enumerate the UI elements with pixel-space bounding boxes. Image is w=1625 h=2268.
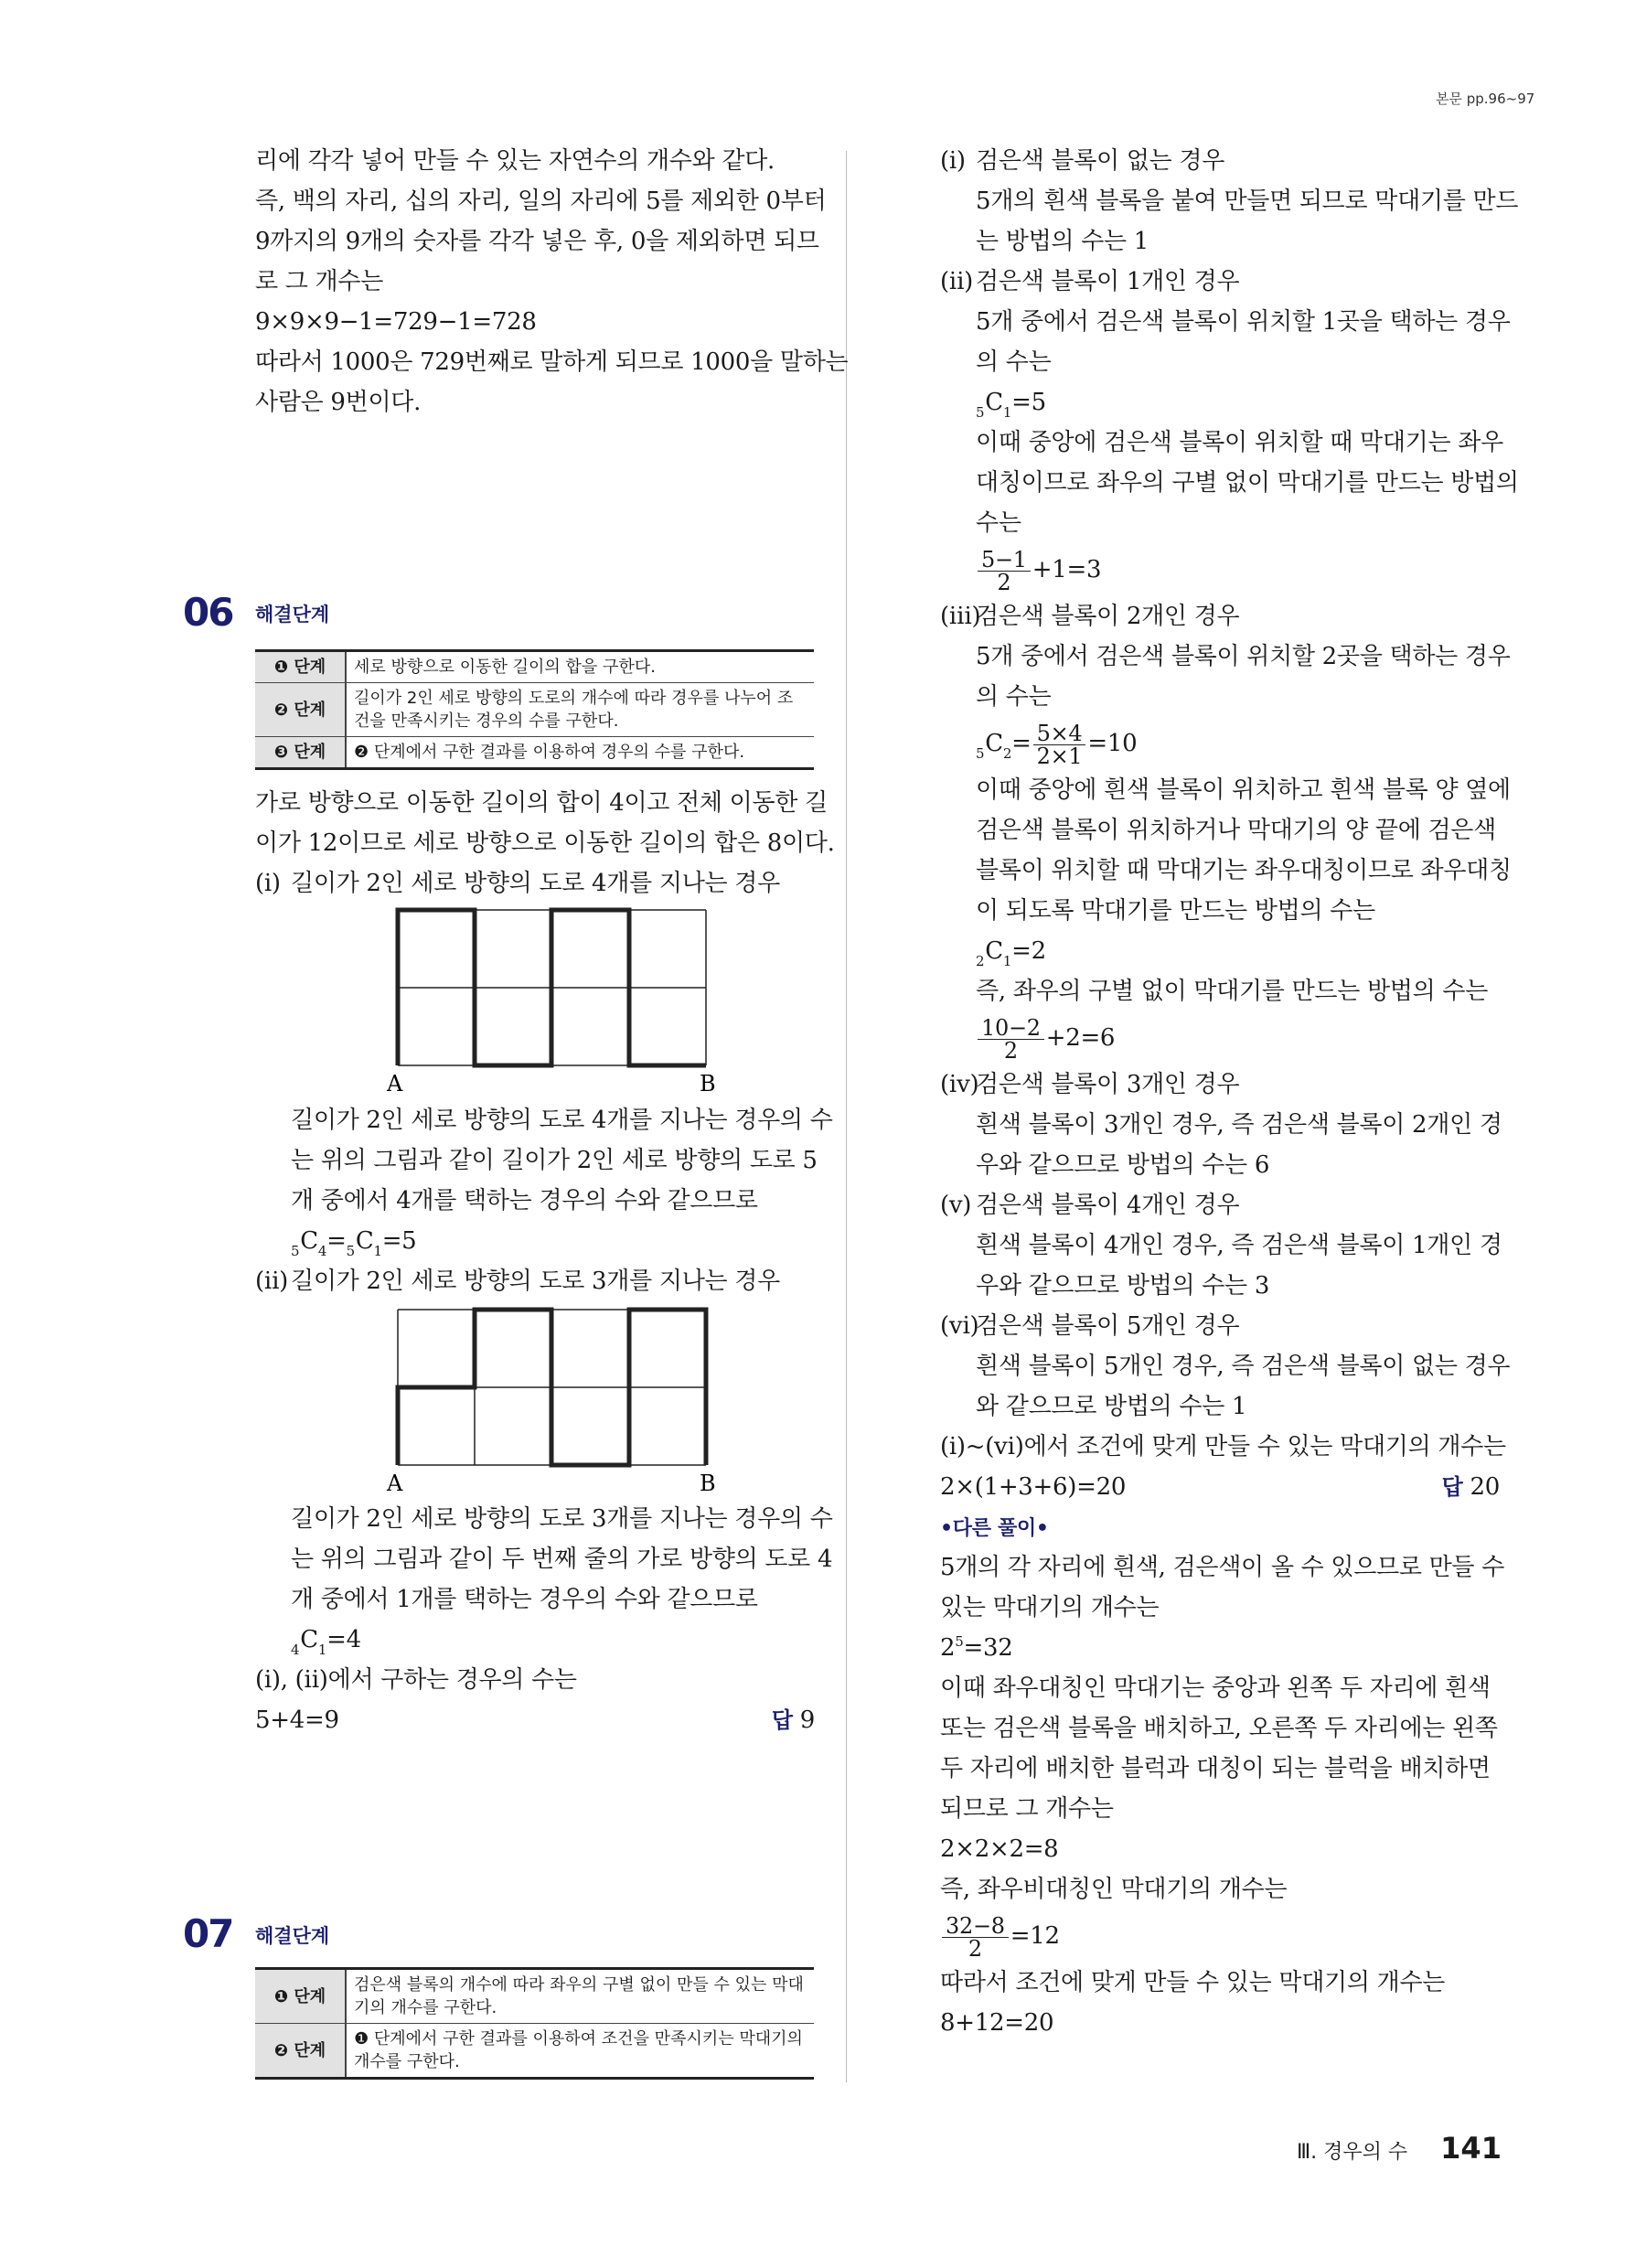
math-index: 1: [373, 1243, 382, 1259]
step-label: ❶ 단계: [255, 1969, 346, 2024]
text-line: [940, 1145, 1500, 1185]
text-line: [940, 302, 1511, 342]
text-line: [940, 1386, 1500, 1427]
line-text: 이때 좌우대칭인 막대기는 중앙과 왼쪽 두 자리에 흰색: [940, 1674, 1491, 1702]
text-line: [940, 931, 1500, 971]
denominator: 2: [968, 1935, 982, 1962]
line-text: 흰색 블록이 3개인 경우, 즉 검은색 블록이 2개인 경: [976, 1111, 1502, 1139]
math-text: =4: [326, 1626, 361, 1653]
problem-06-steps-table: [255, 649, 814, 770]
text-line: [940, 850, 1512, 891]
text-line: [940, 1963, 1500, 2003]
line-text: 이때 중앙에 흰색 블록이 위치하고 흰색 블록 양 옆에: [976, 776, 1511, 804]
line-text: 2×2×2=8: [940, 1835, 1059, 1863]
text-line: [255, 1620, 815, 1660]
line-text: 리에 각각 넣어 만들 수 있는 자연수의 개수와 같다.: [255, 147, 775, 175]
text-line: [940, 1011, 1500, 1064]
step-description: 검은색 블록의 개수에 따라 좌우의 구별 없이 만들 수 있는 막대기의 개수를 구한다.: [354, 1975, 804, 2017]
math-text: =5: [381, 1227, 417, 1255]
problem-07-title: 해결단계: [255, 1925, 330, 1947]
line-text: (ⅰ), (ⅱ)에서 구하는 경우의 수는: [255, 1666, 577, 1694]
text-line: [255, 181, 827, 221]
text-line: [940, 1266, 1500, 1306]
text-line: [940, 1185, 1500, 1225]
step-row: [255, 737, 814, 769]
line-text: 가로 방향으로 이동한 길이의 합이 4이고 전체 이동한 길: [255, 789, 828, 817]
step-label: ❷ 단계: [255, 683, 346, 737]
case-label: (ⅳ): [940, 1071, 979, 1098]
text-line: [940, 1708, 1500, 1749]
text-line: [255, 342, 849, 382]
answer: [772, 1700, 815, 1740]
line-text: 길이가 2인 세로 방향의 도로 4개를 지나는 경우의 수: [291, 1107, 833, 1134]
step-description: 세로 방향으로 이동한 길이의 합을 구한다.: [354, 658, 656, 677]
text-line: [940, 1789, 1500, 1829]
math-text: =5: [1011, 389, 1046, 416]
line-text: 5개 중에서 검은색 블록이 위치할 2곳을 택하는 경우: [976, 643, 1511, 670]
point-b-label: B: [700, 1071, 716, 1097]
step-description: 길이가 2인 세로 방향의 도로의 개수에 따라 경우를 나누어 조건을 만족시키는 경우의 수를 구한다.: [346, 683, 814, 737]
line-text: 8+12=20: [940, 2009, 1054, 2037]
text-line: [255, 1181, 815, 1221]
math-index: 1: [1002, 404, 1012, 421]
text-line: [940, 1588, 1500, 1628]
line-text: 따라서 조건에 맞게 만들 수 있는 막대기의 개수는: [940, 1969, 1446, 1996]
answer-label: 답: [771, 1707, 793, 1733]
alt-solution-label: •다른 풀이•: [940, 1517, 1049, 1540]
text-line: [940, 1105, 1500, 1145]
math-expression: [976, 546, 1102, 595]
grid-diagram-case1: [380, 901, 727, 1097]
math-text: =: [1011, 730, 1032, 757]
case-label: (ⅰ): [940, 147, 966, 175]
text-line: [940, 262, 1500, 302]
text-line: [940, 971, 1500, 1011]
math-text: =10: [1087, 730, 1138, 757]
text-line: [940, 1869, 1500, 1910]
math-text: C: [985, 730, 1003, 757]
line-text: 흰색 블록이 4개인 경우, 즉 검은색 블록이 1개인 경: [976, 1232, 1502, 1259]
text-line: [940, 543, 1500, 596]
step-row: [255, 683, 814, 737]
line-text: 우와 같으므로 방법의 수는 6: [976, 1151, 1270, 1179]
text-line: [940, 181, 1519, 221]
page-footer: [1297, 2131, 1502, 2166]
math-text: 2: [940, 1634, 956, 1662]
text-line: [255, 1100, 833, 1140]
text-line: [940, 503, 1500, 543]
math-expression: [291, 1626, 361, 1658]
point-a-label: A: [387, 1071, 403, 1097]
numerator: 10−2: [978, 1017, 1044, 1040]
problem-number-06: 06: [183, 590, 233, 635]
math-text: C: [300, 1626, 318, 1653]
fraction: [942, 1912, 1009, 1962]
line-text: 블록이 위치할 때 막대기는 좌우대칭이므로 좌우대칭: [976, 857, 1512, 884]
text-line: [940, 1306, 1500, 1346]
text-line: [940, 342, 1500, 382]
math-expression: [940, 1634, 1012, 1662]
text-line: [940, 1346, 1511, 1386]
answer-label: 답: [1441, 1474, 1463, 1500]
line-text: 즉, 좌우비대칭인 막대기의 개수는: [940, 1876, 1288, 1903]
text-line: [255, 863, 815, 904]
line-text: 사람은 9번이다.: [255, 389, 422, 416]
line-text: 와 같으므로 방법의 수는 1: [976, 1393, 1247, 1420]
math-text: =: [326, 1227, 347, 1255]
math-index: 5: [976, 745, 985, 762]
problem-07-steps-table: [255, 1967, 814, 2080]
line-text: 되므로 그 개수는: [940, 1795, 1114, 1823]
problem-number-07: 07: [183, 1911, 233, 1956]
text-line: [940, 1064, 1500, 1105]
text-line: [255, 1579, 815, 1620]
text-line: [940, 770, 1511, 810]
line-text: 9까지의 9개의 숫자를 각각 넣은 후, 0을 제외하면 되므: [255, 228, 819, 255]
text-line: [940, 2003, 1500, 2043]
line-text: 의 수는: [976, 348, 1052, 376]
text-line: [940, 1628, 1500, 1668]
math-text: +1=3: [1032, 556, 1102, 583]
step-description: ❷ 단계에서 구한 결과를 이용하여 경우의 수를 구한다.: [346, 737, 814, 769]
math-index: 5: [976, 404, 985, 421]
line-text: 검은색 블록이 4개인 경우: [976, 1192, 1240, 1219]
text-line: [255, 302, 815, 342]
line-text: 검은색 블록이 3개인 경우: [976, 1071, 1240, 1098]
page-reference: 본문 pp.96~97: [1436, 91, 1535, 107]
text-line: [255, 823, 835, 863]
problem-07-solution: [940, 141, 1519, 2043]
text-line: [255, 1499, 833, 1539]
text-line: [940, 423, 1503, 463]
text-line: [940, 141, 1500, 181]
text-line: [255, 1700, 815, 1740]
line-text: 길이가 2인 세로 방향의 도로 3개를 지나는 경우의 수: [291, 1505, 833, 1533]
math-text: C: [355, 1227, 374, 1255]
line-text: 로 그 개수는: [255, 268, 384, 295]
case-label: (ⅰ): [255, 870, 281, 897]
math-expression: [976, 720, 1138, 769]
line-text: 이가 12이므로 세로 방향으로 이동한 길이의 합은 8이다.: [255, 829, 835, 857]
text-line: [255, 1221, 815, 1261]
math-expression: [976, 937, 1046, 969]
fraction: [978, 1014, 1044, 1064]
text-line: [255, 141, 815, 181]
math-text: =32: [963, 1634, 1013, 1662]
math-index: 2: [976, 953, 985, 969]
math-text: +2=6: [1045, 1024, 1116, 1052]
problem-06-title: 해결단계: [255, 604, 330, 626]
denominator: 2: [997, 569, 1011, 595]
line-text: 5개 중에서 검은색 블록이 위치할 1곳을 택하는 경우: [976, 308, 1511, 336]
math-index: 1: [317, 1642, 327, 1658]
text-line: [255, 382, 815, 423]
line-text: 길이가 2인 세로 방향의 도로 4개를 지나는 경우: [291, 870, 780, 897]
text-line: [940, 891, 1500, 931]
line-text: 5개의 각 자리에 흰색, 검은색이 올 수 있으므로 만들 수: [940, 1554, 1505, 1581]
line-text: 검은색 블록이 5개인 경우: [976, 1312, 1240, 1340]
math-expression: [976, 389, 1046, 421]
page-number: 141: [1440, 2131, 1502, 2166]
step-label: ❶ 단계: [255, 651, 346, 683]
text-line: [940, 1225, 1500, 1266]
line-text: 두 자리에 배치한 블럭과 대칭이 되는 블럭을 배치하면: [940, 1755, 1491, 1782]
case-label: (ⅱ): [940, 268, 974, 295]
line-text: 검은색 블록이 1개인 경우: [976, 268, 1240, 295]
line-text: 따라서 1000은 729번째로 말하게 되므로 1000을 말하는: [255, 348, 849, 376]
column-divider: [846, 151, 847, 2082]
chapter-title: Ⅲ. 경우의 수: [1297, 2141, 1408, 2164]
line-text: 2×(1+3+6)=20: [940, 1473, 1127, 1501]
numerator: 5×4: [1033, 722, 1086, 745]
left-top-text: [255, 141, 849, 423]
text-line: [940, 463, 1519, 503]
line-text: 검은색 블록이 2개인 경우: [976, 603, 1240, 630]
line-text: 는 방법의 수는 1: [976, 228, 1149, 255]
line-text: 9×9×9−1=729−1=728: [255, 308, 537, 336]
answer: [1442, 1467, 1500, 1507]
math-expression: [291, 1227, 417, 1259]
math-text: =2: [1011, 937, 1046, 965]
math-expression: [976, 1014, 1116, 1064]
line-text: 우와 같으므로 방법의 수는 3: [976, 1272, 1270, 1300]
step-row: [255, 2024, 814, 2079]
step-description: ❶ 단계에서 구한 결과를 이용하여 조건을 만족시키는 막대기의 개수를 구한다.: [346, 2024, 814, 2079]
line-text: 개 중에서 4개를 택하는 경우의 수와 같으므로: [291, 1187, 758, 1214]
math-text: C: [985, 937, 1003, 965]
fraction: [978, 546, 1031, 595]
text-line: [255, 1261, 815, 1301]
text-line: [940, 1749, 1500, 1789]
line-text: 5+4=9: [255, 1706, 339, 1734]
text-line: [940, 1547, 1505, 1588]
text-line: [940, 1507, 1500, 1547]
text-line: [940, 717, 1500, 770]
math-index: 1: [1002, 953, 1012, 969]
line-text: 즉, 좌우의 구별 없이 막대기를 만드는 방법의 수는: [976, 978, 1489, 1005]
math-index: 5: [291, 1243, 300, 1259]
line-text: 는 위의 그림과 같이 두 번째 줄의 가로 방향의 도로 4: [291, 1546, 833, 1573]
step-row: [255, 651, 814, 683]
problem-06-intro: [255, 783, 835, 904]
line-text: 검은색 블록이 없는 경우: [976, 147, 1225, 175]
numerator: 5−1: [978, 549, 1031, 572]
text-line: [940, 1910, 1500, 1963]
line-text: 이때 중앙에 검은색 블록이 위치할 때 막대기는 좌우: [976, 429, 1503, 456]
line-text: 검은색 블록이 위치하거나 막대기의 양 끝에 검은색: [976, 817, 1496, 844]
text-line: [940, 221, 1500, 262]
text-line: [255, 783, 828, 823]
math-index: 2: [1002, 745, 1012, 762]
fraction: [1033, 722, 1086, 767]
case-label: (ⅴ): [940, 1192, 972, 1219]
text-line: [940, 382, 1500, 423]
text-line: [940, 1829, 1500, 1869]
line-text: 수는: [976, 509, 1021, 537]
math-index: 4: [291, 1642, 300, 1658]
text-line: [255, 1140, 818, 1181]
math-index: 4: [317, 1243, 327, 1259]
text-line: [940, 810, 1500, 850]
line-text: 개 중에서 1개를 택하는 경우의 수와 같으므로: [291, 1586, 758, 1613]
line-text: 이 되도록 막대기를 만드는 방법의 수는: [976, 897, 1375, 925]
point-a-label: A: [387, 1471, 403, 1496]
case-label: (ⅵ): [940, 1312, 979, 1340]
grid-diagram-case2: [380, 1300, 727, 1497]
line-text: 있는 막대기의 개수는: [940, 1594, 1160, 1621]
text-line: [255, 262, 815, 302]
text-line: [940, 637, 1511, 677]
math-text: C: [985, 389, 1003, 416]
step-row: [255, 1969, 814, 2024]
line-text: 흰색 블록이 5개인 경우, 즉 검은색 블록이 없는 경우: [976, 1353, 1511, 1380]
text-line: [940, 677, 1500, 717]
text-line: [940, 1427, 1506, 1467]
numerator: 32−8: [942, 1915, 1009, 1938]
case-label: (ⅱ): [255, 1268, 289, 1295]
line-text: 는 위의 그림과 같이 길이가 2인 세로 방향의 도로 5: [291, 1147, 818, 1174]
point-b-label: B: [700, 1471, 716, 1496]
math-text: =12: [1010, 1922, 1060, 1950]
math-index: 5: [955, 1633, 964, 1650]
case-label: (ⅲ): [940, 603, 981, 630]
line-text: (ⅰ)~(ⅵ)에서 조건에 맞게 만들 수 있는 막대기의 개수는: [940, 1433, 1506, 1460]
denominator: 2: [1003, 1037, 1018, 1064]
text-line: [940, 596, 1500, 637]
step-label: ❷ 단계: [255, 2024, 346, 2079]
line-text: 의 수는: [976, 683, 1052, 711]
text-line: [255, 1660, 815, 1700]
answer-value: 20: [1470, 1473, 1500, 1501]
line-text: 대칭이므로 좌우의 구별 없이 막대기를 만드는 방법의: [976, 469, 1519, 497]
text-line: [255, 1539, 833, 1579]
denominator: 2×1: [1036, 743, 1083, 769]
line-text: 5개의 흰색 블록을 붙여 만들면 되므로 막대기를 만드: [976, 187, 1519, 215]
text-line: [255, 221, 819, 262]
problem-06-case1: [255, 1100, 833, 1301]
answer-value: 9: [799, 1706, 815, 1734]
line-text: 또는 검은색 블록을 배치하고, 오른쪽 두 자리에는 왼쪽: [940, 1715, 1498, 1742]
math-expression: [940, 1912, 1060, 1962]
line-text: 길이가 2인 세로 방향의 도로 3개를 지나는 경우: [291, 1268, 780, 1295]
text-line: [940, 1467, 1500, 1507]
line-text: 즉, 백의 자리, 십의 자리, 일의 자리에 5를 제외한 0부터: [255, 187, 827, 215]
problem-06-case2: [255, 1499, 833, 1740]
math-index: 5: [346, 1243, 355, 1259]
text-line: [940, 1668, 1500, 1708]
math-text: C: [300, 1227, 318, 1255]
step-label: ❸ 단계: [255, 737, 346, 769]
